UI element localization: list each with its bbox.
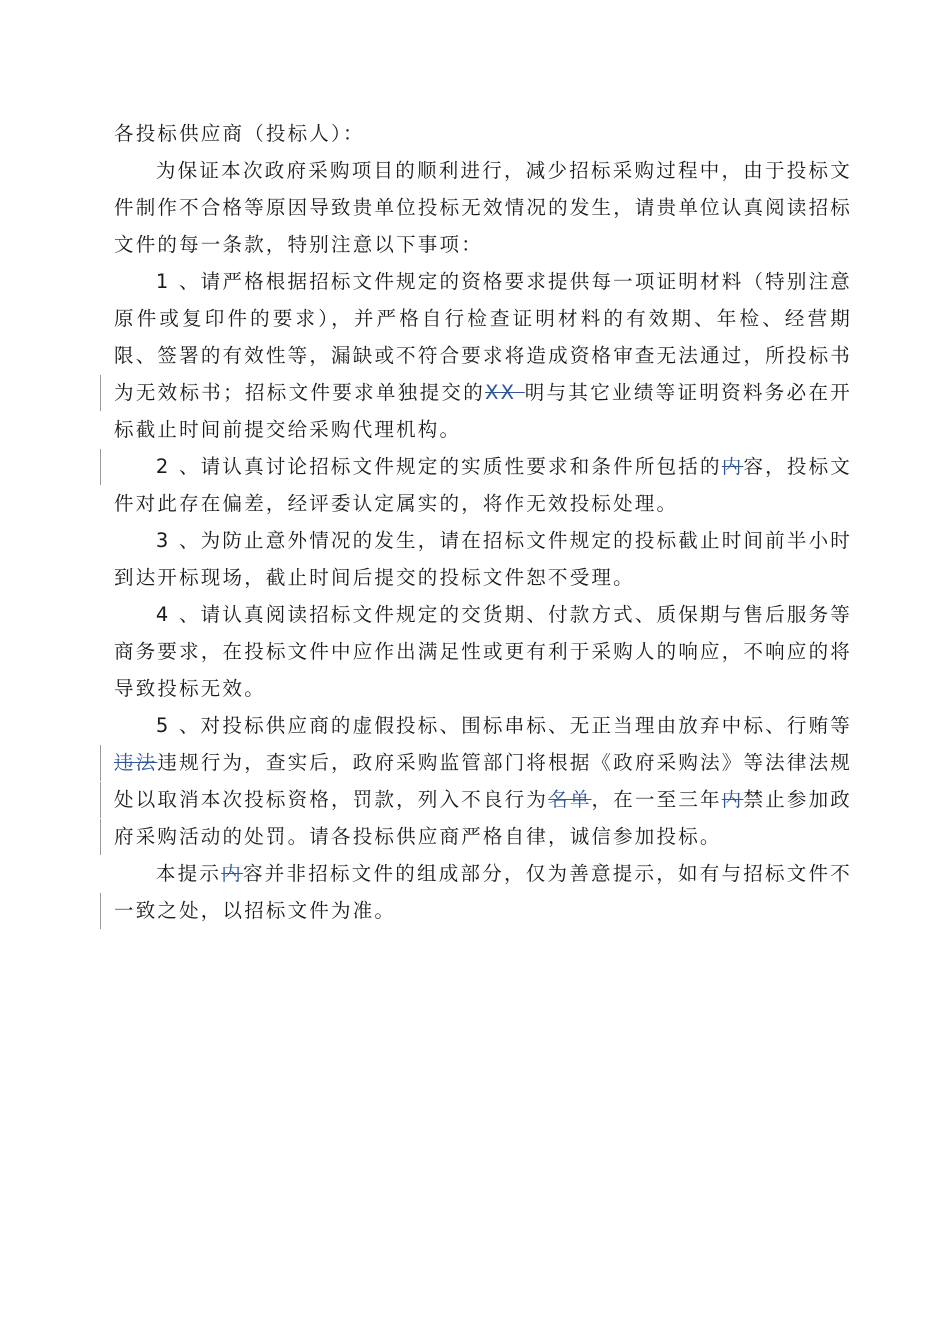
closing-text: 本提示 [155, 862, 222, 885]
item-5-text: 5 、对投标供应商的虚假投标、围标串标、无正当理由放弃中标、行贿等 [155, 714, 852, 737]
item-5-text-cont: 违规行为，查实后，政府采购监管部门将根据《政府采购法》等法律法规处以取消本次投标资格，罚款，列入不良行为 [114, 751, 852, 811]
deleted-text: 名单 [548, 788, 592, 811]
revision-change-bar [100, 449, 101, 485]
revision-change-bar [100, 745, 101, 781]
item-5-text-cont: ，在一至三年 [591, 788, 722, 811]
deleted-text: 违法 [114, 751, 158, 774]
closing-text-cont: 容并非招标文件的组成部分，仅为善意提示，如有与招标文件不一致之处，以招标文件为准。 [114, 862, 852, 922]
item-5-paragraph [114, 707, 852, 855]
revision-change-bar [100, 782, 101, 818]
item-3-paragraph: 3 、为防止意外情况的发生，请在招标文件规定的投标截止时间前半小时到达开标现场，截止时间后提交的投标文件恕不受理。 [114, 529, 852, 589]
revision-change-bar [100, 893, 101, 929]
deleted-text: 内 [721, 455, 744, 478]
salutation: 各投标供应商（投标人）： [114, 122, 365, 145]
intro-paragraph: 为保证本次政府采购项目的顺利进行，减少招标采购过程中，由于投标文件制作不合格等原因导致贵单位投标无效情况的发生，请贵单位认真阅读招标文件的每一条款，特别注意以下事项： [114, 159, 852, 256]
revision-change-bar [100, 375, 101, 411]
item-1-paragraph [114, 263, 852, 448]
item-1-text-cont: 明与其它业绩等证明资料务必在开标截止时间前提交给采购代理机构。 [114, 381, 852, 441]
item-2-paragraph [114, 448, 852, 522]
item-2-text: 2 、请认真讨论招标文件规定的实质性要求和条件所包括的 [155, 455, 722, 478]
revision-change-bar [100, 819, 101, 855]
deleted-text: 内 [221, 862, 243, 885]
item-1-text: 1 、请严格根据招标文件规定的资格要求提供每一项证明材料（特别注意原件或复印件的要求），并严格自行检查证明材料的有效期、年检、经营期限、签署的有效性等，漏缺或不符合要求将造成资格审查无法通过，所投标书为无效标书；招标文件要求单独提交的 [114, 270, 852, 404]
item-2-text-cont: 容，投标文件对此存在偏差，经评委认定属实的，将作无效投标处理。 [114, 455, 852, 515]
closing-paragraph [114, 855, 852, 929]
item-5-text-cont: 禁止参加政府采购活动的处罚。请各投标供应商严格自律，诚信参加投标。 [114, 788, 853, 848]
deleted-text: XX [485, 381, 525, 404]
item-4-paragraph: 4 、请认真阅读招标文件规定的交货期、付款方式、质保期与售后服务等商务要求，在投标文件中应作出满足性或更有利于采购人的响应，不响应的将导致投标无效。 [114, 603, 852, 700]
deleted-text: 内 [721, 788, 744, 811]
document-body [114, 115, 852, 929]
